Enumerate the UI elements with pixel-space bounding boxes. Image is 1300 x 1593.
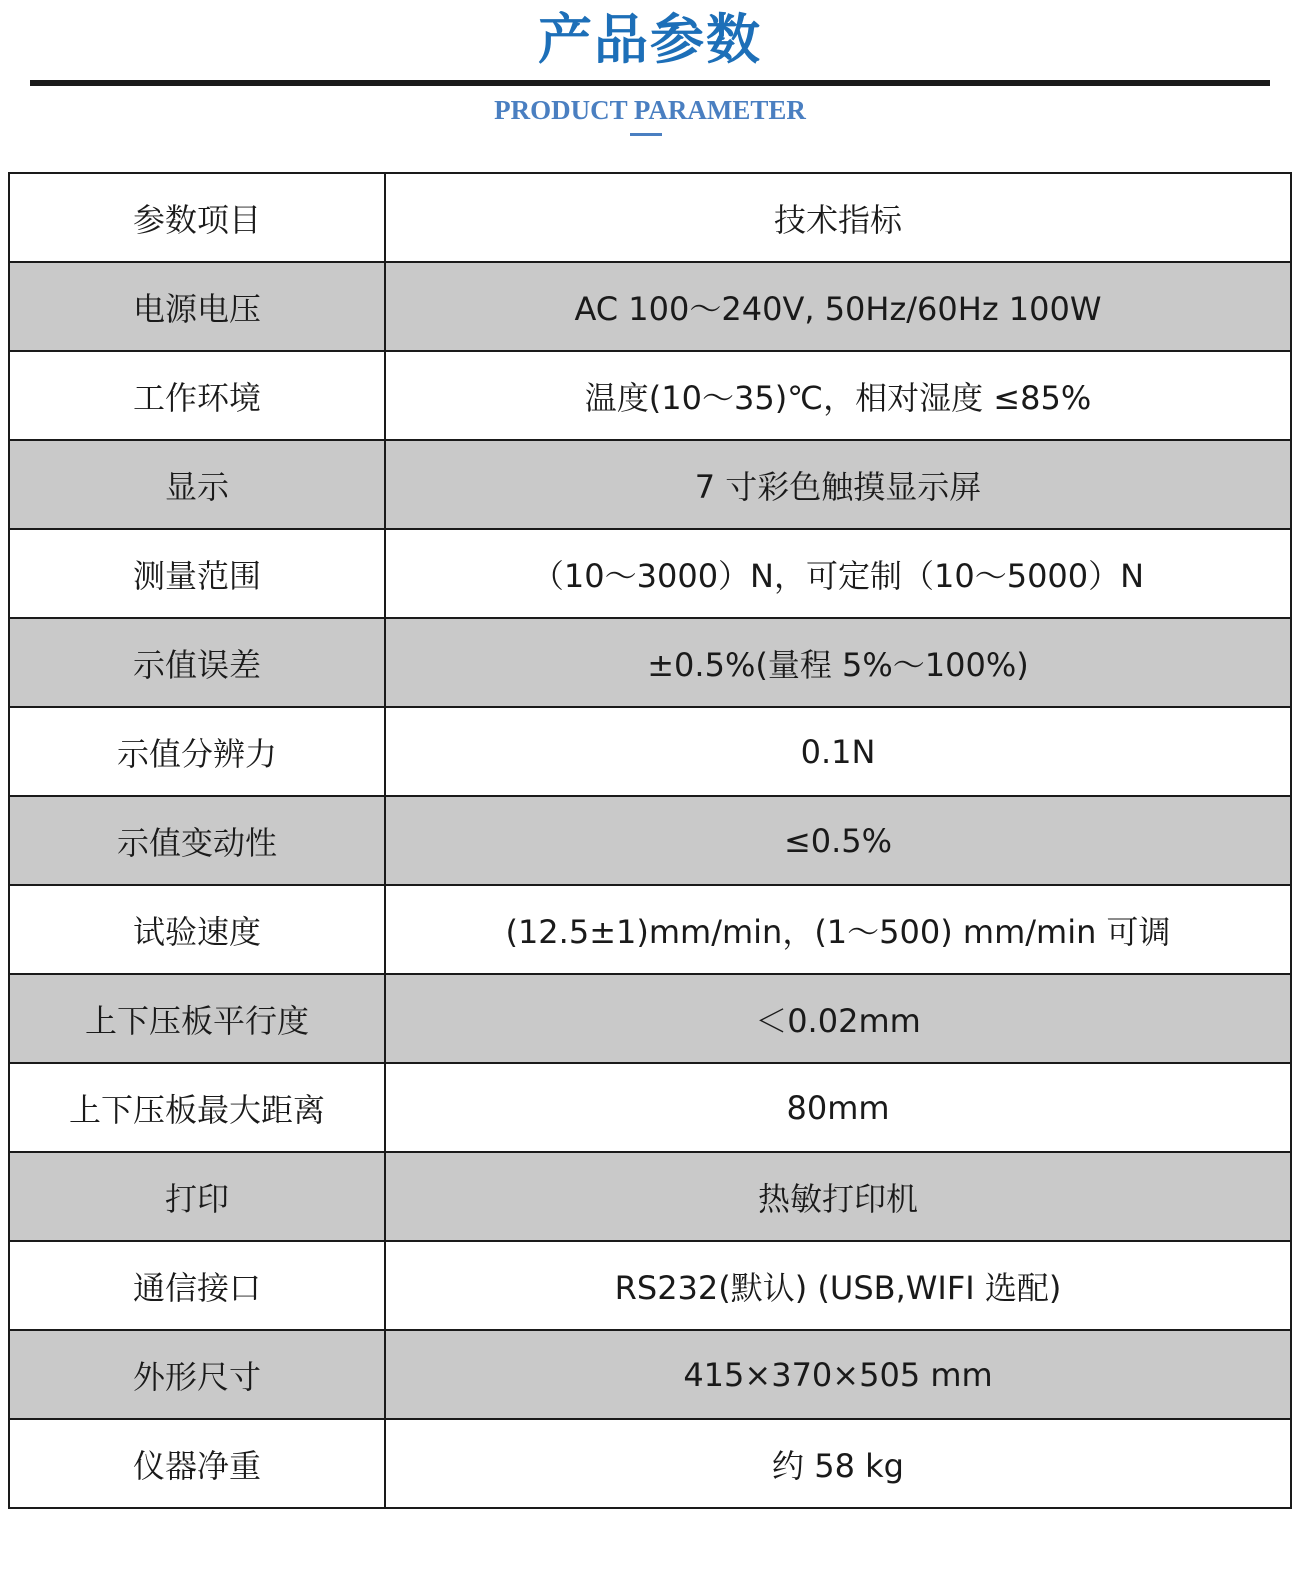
table-row bbox=[9, 796, 1291, 885]
param-name: 外形尺寸 bbox=[9, 1330, 385, 1419]
param-value: 0.1N bbox=[385, 707, 1291, 796]
header-cell-value: 技术指标 bbox=[385, 173, 1291, 262]
table-row bbox=[9, 974, 1291, 1063]
table-header-row bbox=[9, 173, 1291, 262]
param-value: 415×370×505 mm bbox=[385, 1330, 1291, 1419]
table-row bbox=[9, 262, 1291, 351]
table-row bbox=[9, 1419, 1291, 1508]
param-name: 上下压板最大距离 bbox=[9, 1063, 385, 1152]
subtitle-underline bbox=[630, 133, 662, 136]
table-row bbox=[9, 618, 1291, 707]
param-name: 示值分辨力 bbox=[9, 707, 385, 796]
param-value: 温度(10～35)℃，相对湿度 ≤85% bbox=[385, 351, 1291, 440]
title-divider bbox=[30, 80, 1270, 86]
param-value: 热敏打印机 bbox=[385, 1152, 1291, 1241]
param-name: 仪器净重 bbox=[9, 1419, 385, 1508]
table-row bbox=[9, 1152, 1291, 1241]
spec-table bbox=[8, 172, 1292, 1509]
page-subtitle: PRODUCT PARAMETER bbox=[494, 95, 806, 125]
param-value: 7 寸彩色触摸显示屏 bbox=[385, 440, 1291, 529]
table-row bbox=[9, 707, 1291, 796]
table-row bbox=[9, 1063, 1291, 1152]
header-cell-param: 参数项目 bbox=[9, 173, 385, 262]
param-name: 电源电压 bbox=[9, 262, 385, 351]
param-name: 试验速度 bbox=[9, 885, 385, 974]
param-name: 工作环境 bbox=[9, 351, 385, 440]
param-name: 示值误差 bbox=[9, 618, 385, 707]
param-name: 显示 bbox=[9, 440, 385, 529]
table-row bbox=[9, 351, 1291, 440]
table-row bbox=[9, 440, 1291, 529]
param-value: (12.5±1)mm/min，(1～500) mm/min 可调 bbox=[385, 885, 1291, 974]
param-name: 上下压板平行度 bbox=[9, 974, 385, 1063]
table-row bbox=[9, 1241, 1291, 1330]
param-value: ＜0.02mm bbox=[385, 974, 1291, 1063]
table-row bbox=[9, 1330, 1291, 1419]
param-value: ≤0.5% bbox=[385, 796, 1291, 885]
param-value: RS232(默认) (USB,WIFI 选配) bbox=[385, 1241, 1291, 1330]
table-row bbox=[9, 885, 1291, 974]
param-value: ±0.5%(量程 5%～100%) bbox=[385, 618, 1291, 707]
param-value: 80mm bbox=[385, 1063, 1291, 1152]
param-name: 通信接口 bbox=[9, 1241, 385, 1330]
param-value: （10～3000）N，可定制（10～5000）N bbox=[385, 529, 1291, 618]
param-name: 示值变动性 bbox=[9, 796, 385, 885]
param-name: 打印 bbox=[9, 1152, 385, 1241]
page-title: 产品参数 bbox=[538, 8, 762, 71]
param-name: 测量范围 bbox=[9, 529, 385, 618]
table-row bbox=[9, 529, 1291, 618]
param-value: 约 58 kg bbox=[385, 1419, 1291, 1508]
param-value: AC 100～240V, 50Hz/60Hz 100W bbox=[385, 262, 1291, 351]
